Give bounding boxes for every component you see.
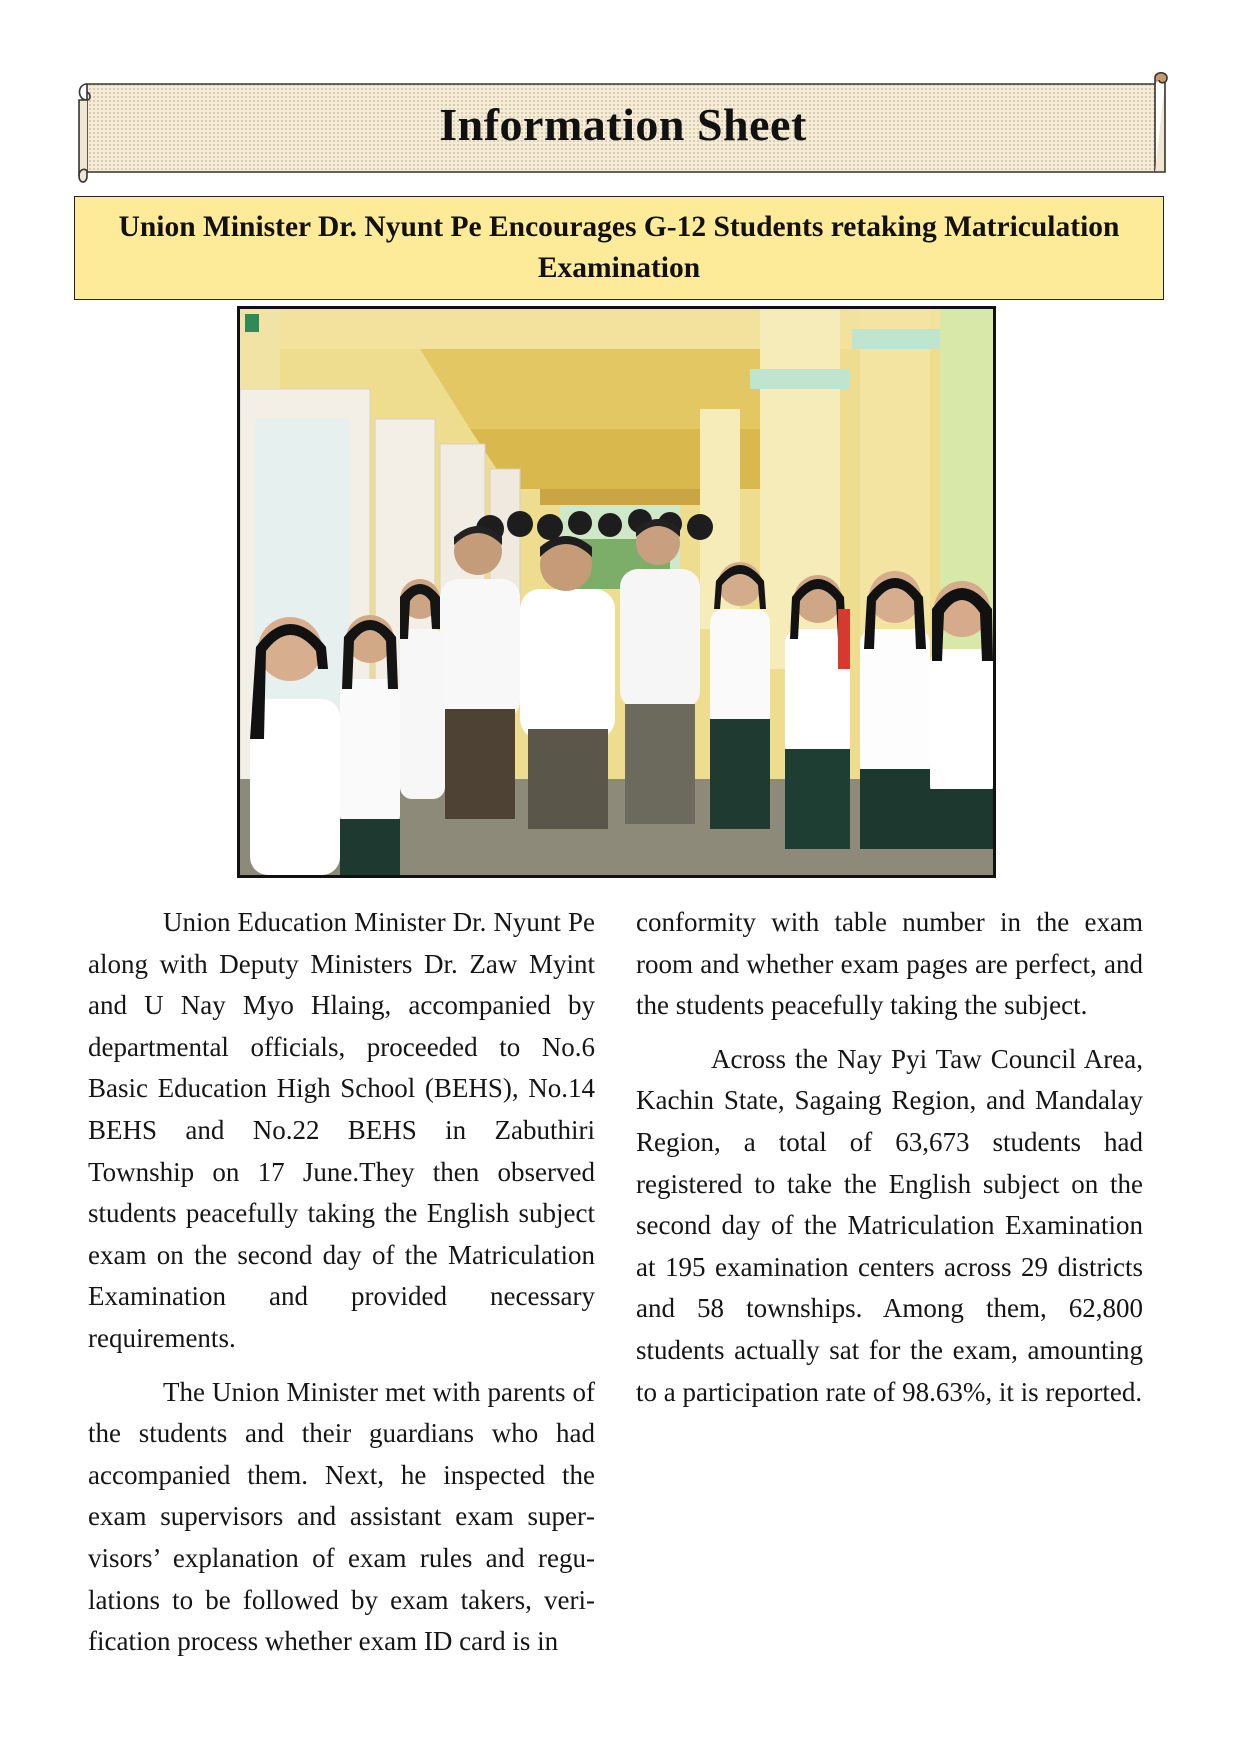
paragraph-1: Union Education Minister Dr. Nyunt Pe along with Deputy Ministers Dr. Zaw Myint and U Nay Myo Hlaing, accompanied by departmental officials, proceeded to No.6 Basic Education High School (BEHS), No.14 BEHS and No.22 BEHS in Zabuthiri Township on 17 June.They then observed students peacefully taking the English subject exam on the second day of the Matriculation Examination and provided necessary requirements.: [88, 907, 595, 1353]
article-column-left: [88, 902, 595, 1675]
article-photo: [237, 306, 996, 878]
corridor-students-photo: [240, 309, 993, 875]
page-title: Information Sheet: [439, 99, 807, 150]
article-column-right: [636, 902, 1143, 1425]
paragraph-2-continued: conformity with table number in the exam room and whether exam pages are perfect, and the students peacefully taking the subject.: [636, 907, 1143, 1021]
paragraph-2: The Union Minister met with parents of the students and their guardians who had accompanied them. Next, he inspected the exam supervisors and assistant exam supervisors’ explanation of exam rules and regulations to be followed by exam takers, verification process whether exam ID card is in: [88, 1376, 595, 1657]
headline: Union Minister Dr. Nyunt Pe Encourages G-12 Students retaking Matriculation Examination: [118, 211, 1120, 284]
headline-box: [74, 196, 1164, 300]
information-sheet-banner: [73, 72, 1173, 192]
paragraph-3: Across the Nay Pyi Taw Council Area, Kachin State, Sagaing Region, and Mandalay Region, a total of 63,673 students had registered to take the English subject on the second day of the Matriculation Examination at 195 examination centers across 29 districts and 58 townships. Among them, 62,800 students actually sat for the exam, amounting to a participation rate of 98.63%, it is reported.: [636, 1043, 1143, 1407]
